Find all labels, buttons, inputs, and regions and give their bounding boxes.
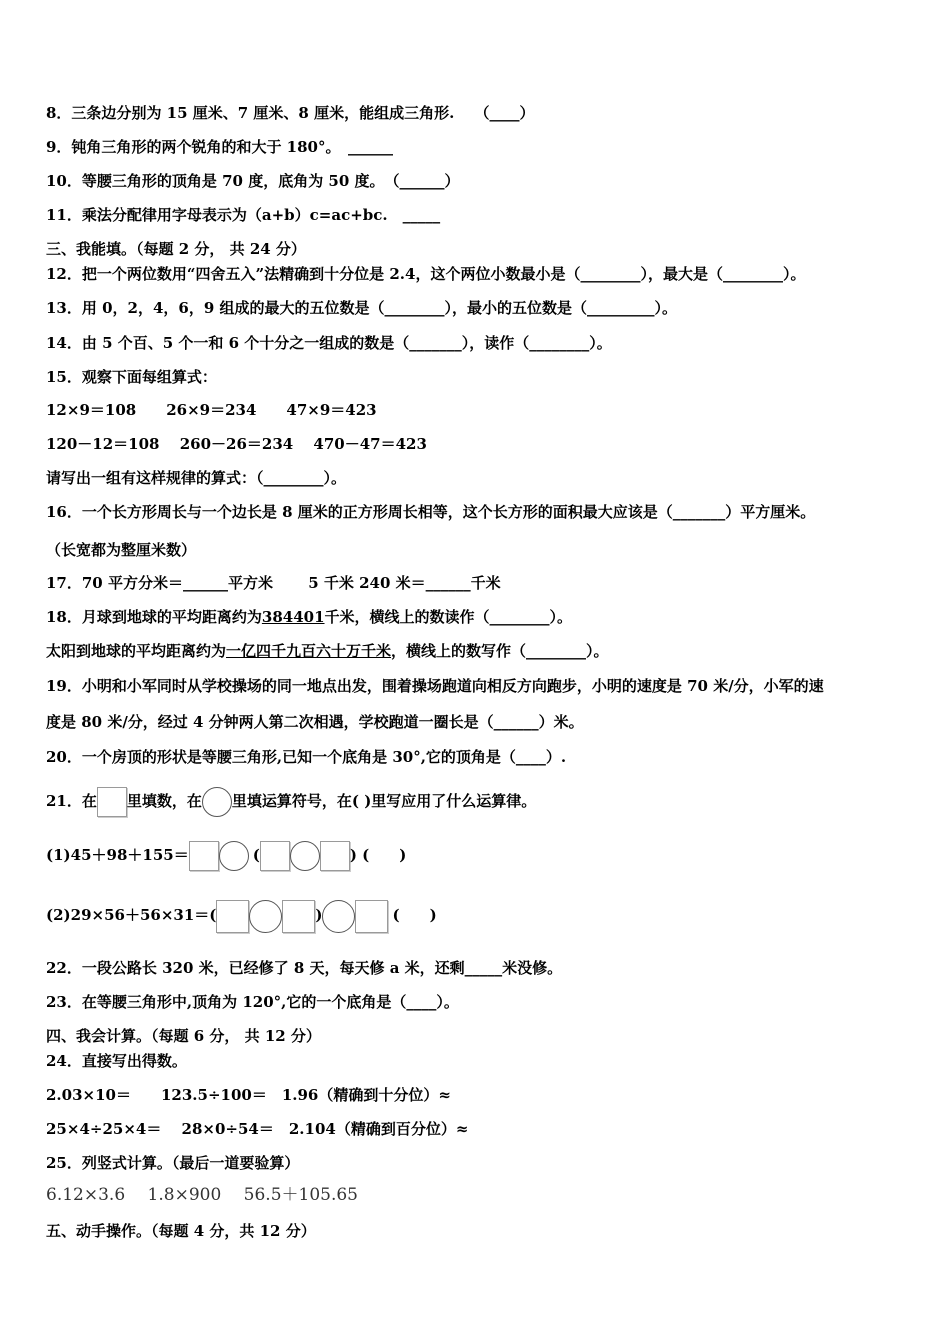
q21-2-text-a: (2)29×56＋56×31＝( — [46, 906, 217, 924]
question-19-cont: 度是 80 米/分，经过 4 分钟两人第二次相遇，学校跑道一圈长是（______）米。 — [46, 713, 584, 731]
question-15-row-b: 120－12＝108 260－26＝234 470－47＝423 — [46, 435, 427, 453]
answer-box[interactable] — [282, 900, 315, 933]
q21-text-c: 里填运算符号，在( )里写应用了什么运算律。 — [231, 792, 537, 810]
question-16-note: （长宽都为整厘米数） — [46, 541, 197, 559]
question-9: 9．钝角三角形的两个锐角的和大于 180°。 ______ — [46, 138, 393, 156]
question-20: 20．一个房顶的形状是等腰三角形,已知一个底角是 30°,它的顶角是（____）. — [46, 748, 567, 766]
q21-text-b: 里填数，在 — [126, 792, 202, 810]
question-24-row-a: 2.03×10＝ 123.5÷100＝ 1.96（精确到十分位）≈ — [46, 1086, 451, 1104]
circle-icon — [202, 787, 232, 817]
q18-text-post: 千米，横线上的数读作（________）。 — [324, 608, 573, 626]
question-12: 12．把一个两位数用“四舍五入”法精确到十分位是 2.4，这个两位小数最小是（________），最大是（________）。 — [46, 265, 806, 283]
question-17: 17．70 平方分米＝______平方米 5 千米 240 米＝______千米 — [46, 574, 501, 592]
operator-circle[interactable] — [249, 900, 282, 933]
q18b-underlined-words: 一亿四千九百六十万千米 — [226, 642, 392, 660]
question-25: 25．列竖式计算。（最后一道要验算） — [46, 1154, 300, 1172]
question-15: 15．观察下面每组算式： — [46, 368, 217, 386]
question-15-prompt: 请写出一组有这样规律的算式：（________）。 — [46, 469, 347, 487]
answer-box[interactable] — [189, 841, 219, 871]
question-23: 23．在等腰三角形中,顶角为 120°,它的一个底角是（____）。 — [46, 993, 459, 1011]
question-8: 8．三条边分别为 15 厘米、7 厘米、8 厘米，能组成三角形. （____） — [46, 104, 535, 122]
operator-circle[interactable] — [290, 841, 320, 871]
question-21 — [46, 786, 536, 817]
question-25-problems: 6.12×3.6 1.8×900 56.5＋105.65 — [46, 1185, 359, 1205]
question-21-part-2 — [46, 896, 437, 934]
answer-box[interactable] — [216, 900, 249, 933]
q21-1-text-b: ( — [252, 846, 260, 864]
question-15-row-a: 12×9＝108 26×9＝234 47×9＝423 — [46, 401, 377, 419]
operator-circle[interactable] — [219, 841, 249, 871]
square-box-icon — [97, 787, 127, 817]
question-24: 24．直接写出得数。 — [46, 1052, 187, 1070]
q18-text-pre: 18．月球到地球的平均距离约为 — [46, 608, 262, 626]
q21-1-text-c: ) ( ) — [349, 846, 407, 864]
question-10: 10．等腰三角形的顶角是 70 度，底角为 50 度。 （______） — [46, 172, 460, 190]
section-4-heading: 四、我会计算。（每题 6 分， 共 12 分） — [46, 1027, 321, 1045]
question-14: 14．由 5 个百、5 个一和 6 个十分之一组成的数是（_______），读作（________）。 — [46, 334, 612, 352]
q21-text-a: 21．在 — [46, 792, 97, 810]
operator-circle[interactable] — [322, 900, 355, 933]
section-3-heading: 三、我能填。（每题 2 分， 共 24 分） — [46, 240, 306, 258]
answer-box[interactable] — [320, 841, 350, 871]
q21-1-text-a: (1)45＋98＋155＝ — [46, 846, 189, 864]
question-18-b — [46, 641, 609, 661]
question-21-part-1 — [46, 838, 406, 872]
q21-2-text-c: ( ) — [392, 906, 437, 924]
question-24-row-b: 25×4÷25×4＝ 28×0÷54＝ 2.104（精确到百分位）≈ — [46, 1120, 469, 1138]
q18b-text-post: ，横线上的数写作（________）。 — [391, 642, 609, 660]
question-13: 13．用 0，2，4，6，9 组成的最大的五位数是（________），最小的五位数是（_________）。 — [46, 299, 678, 317]
answer-box[interactable] — [355, 900, 388, 933]
question-22: 22．一段公路长 320 米，已经修了 8 天，每天修 a 米，还剩_____米没修。 — [46, 959, 563, 977]
q21-2-text-b: ) — [315, 906, 323, 924]
question-11: 11．乘法分配律用字母表示为（a+b）c=ac+bc. _____ — [46, 206, 441, 224]
question-16: 16．一个长方形周长与一个边长是 8 厘米的正方形周长相等，这个长方形的面积最大应该是（_______）平方厘米。 — [46, 503, 816, 521]
section-5-heading: 五、动手操作。（每题 4 分，共 12 分） — [46, 1222, 316, 1240]
q18-underlined-number: 384401 — [261, 608, 325, 626]
question-18 — [46, 607, 572, 627]
question-19: 19．小明和小军同时从学校操场的同一地点出发，围着操场跑道向相反方向跑步，小明的速度是 70 米/分，小军的速 — [46, 677, 824, 695]
answer-box[interactable] — [260, 841, 290, 871]
q18b-text-pre: 太阳到地球的平均距离约为 — [46, 642, 227, 660]
